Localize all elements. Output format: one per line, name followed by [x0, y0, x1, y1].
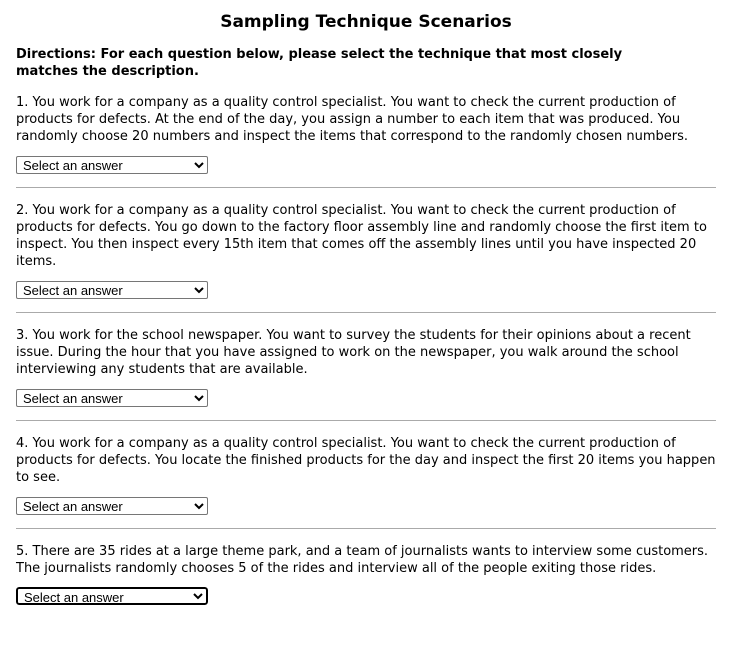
- question-4-answer-select[interactable]: [16, 497, 208, 515]
- page-title: Sampling Technique Scenarios: [220, 12, 512, 32]
- divider: [16, 420, 716, 421]
- question-1-text: 1. You work for a company as a quality control specialist. You want to check the current production of products for defects. At the end of the day, you assign a number to each item that was produced. You randomly choose 20 numbers and inspect the items that correspond to the randomly chosen numbers.: [16, 95, 688, 144]
- directions-text: Directions: For each question below, please select the technique that most closely matches the description.: [16, 47, 623, 79]
- question-2-text: 2. You work for a company as a quality control specialist. You want to check the current production of products for defects. You go down to the factory floor assembly line and randomly choose the first item to inspect. You then inspect every 15th item that comes off the assembly lines until you have inspected 20 items.: [16, 203, 707, 269]
- page-content: [16, 0, 716, 605]
- question-5-text: 5. There are 35 rides at a large theme park, and a team of journalists wants to interview some customers. The journalists randomly chooses 5 of the rides and interview all of the people exiting those rides.: [16, 544, 709, 576]
- divider: [16, 528, 716, 529]
- question-4-text: 4. You work for a company as a quality control specialist. You want to check the current production of products for defects. You locate the finished products for the day and inspect the first 20 items you happen to see.: [16, 436, 716, 485]
- question-4-answer-wrap: [16, 496, 716, 514]
- divider: [16, 187, 716, 188]
- question-3-answer-select[interactable]: [16, 389, 208, 407]
- question-3-answer-wrap: [16, 388, 716, 406]
- question-2-answer-select[interactable]: [16, 281, 208, 299]
- question-1-answer-wrap: [16, 155, 716, 173]
- question-3-text: 3. You work for the school newspaper. You want to survey the students for their opinions about a recent issue. During the hour that you have assigned to work on the newspaper, you walk around the school interviewing any students that are available.: [16, 328, 691, 377]
- question-1-answer-select[interactable]: [16, 156, 208, 174]
- question-2-answer-wrap: [16, 280, 716, 298]
- question-5-answer-wrap: [16, 587, 716, 605]
- divider: [16, 312, 716, 313]
- question-5-answer-select[interactable]: [16, 587, 208, 605]
